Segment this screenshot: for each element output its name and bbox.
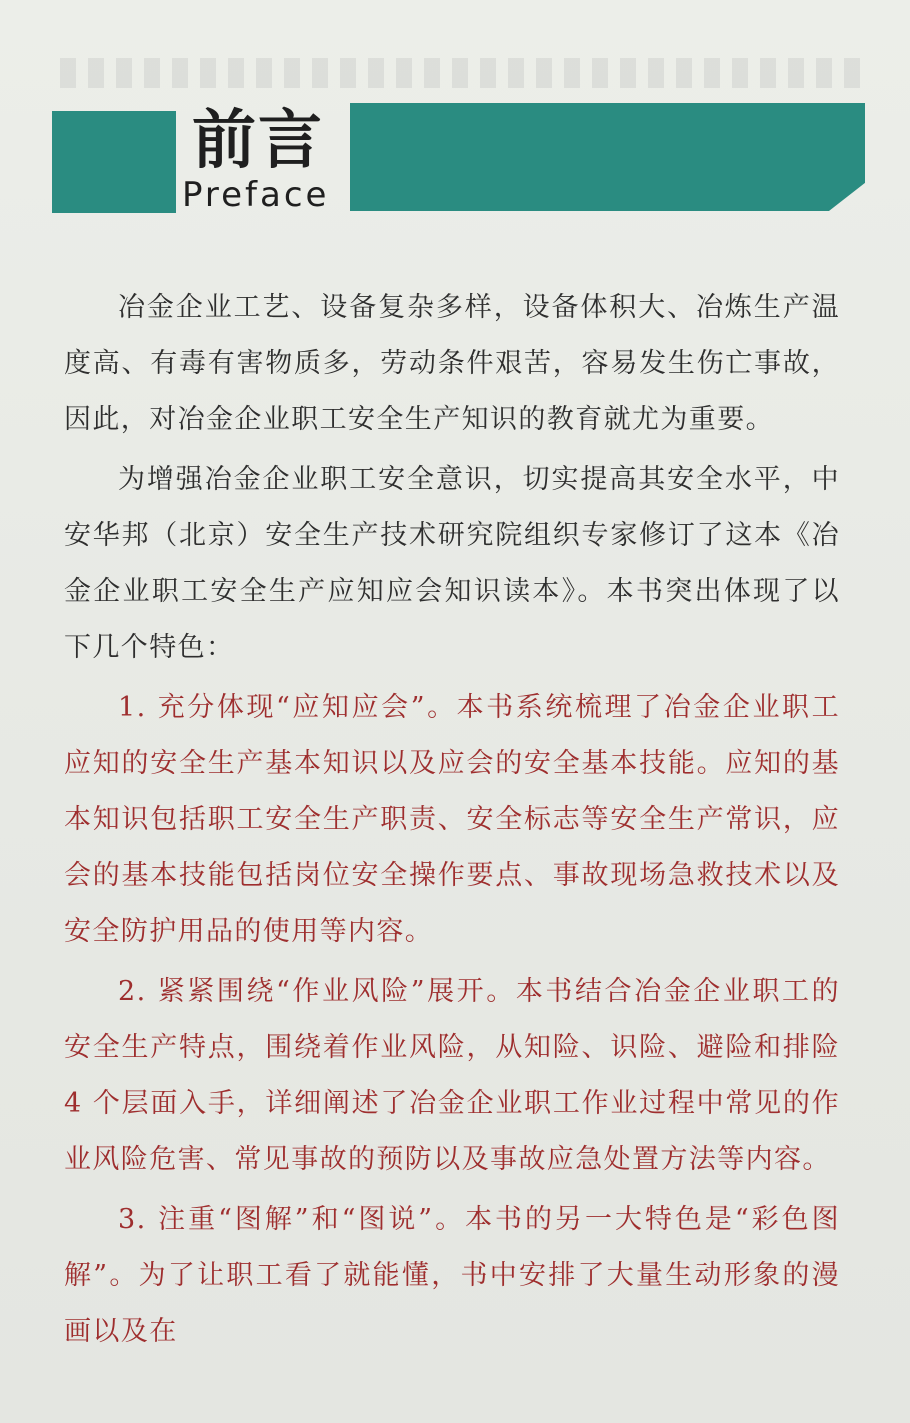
header-bar-right xyxy=(350,103,865,211)
chapter-header xyxy=(52,103,865,213)
paragraph-feature-2: 2. 紧紧围绕“作业风险”展开。本书结合冶金企业职工的安全生产特点，围绕着作业风险，从知险、识险、避险和排险 4 个层面入手，详细阐述了冶金企业职工作业过程中常见的作业风险危害、常见事故的预防以及事故应急处置方法等内容。 xyxy=(64,976,840,1175)
paragraph-intro: 冶金企业工艺、设备复杂多样，设备体积大、冶炼生产温度高、有毒有害物质多，劳动条件艰苦，容易发生伤亡事故，因此，对冶金企业职工安全生产知识的教育就尤为重要。 xyxy=(64,292,840,435)
paragraph-purpose: 为增强冶金企业职工安全意识，切实提高其安全水平，中安华邦（北京）安全生产技术研究院组织专家修订了这本《冶金企业职工安全生产应知应会知识读本》。本书突出体现了以下几个特色： xyxy=(64,464,840,663)
chapter-title: 前言 xyxy=(192,104,324,178)
paragraph-feature-1: 1. 充分体现“应知应会”。本书系统梳理了冶金企业职工应知的安全生产基本知识以及应会的安全基本技能。应知的基本知识包括职工安全生产职责、安全标志等安全生产常识，应会的基本技能包括岗位安全操作要点、事故现场急救技术以及安全防护用品的使用等内容。 xyxy=(64,692,840,947)
body-text xyxy=(64,280,840,1360)
bleed-through-text xyxy=(60,58,860,88)
header-bar-left xyxy=(52,111,176,213)
paragraph-feature-3: 3. 注重“图解”和“图说”。本书的另一大特色是“彩色图解”。为了让职工看了就能懂，书中安排了大量生动形象的漫画以及在 xyxy=(64,1204,840,1347)
chapter-subtitle: Preface xyxy=(182,175,330,215)
